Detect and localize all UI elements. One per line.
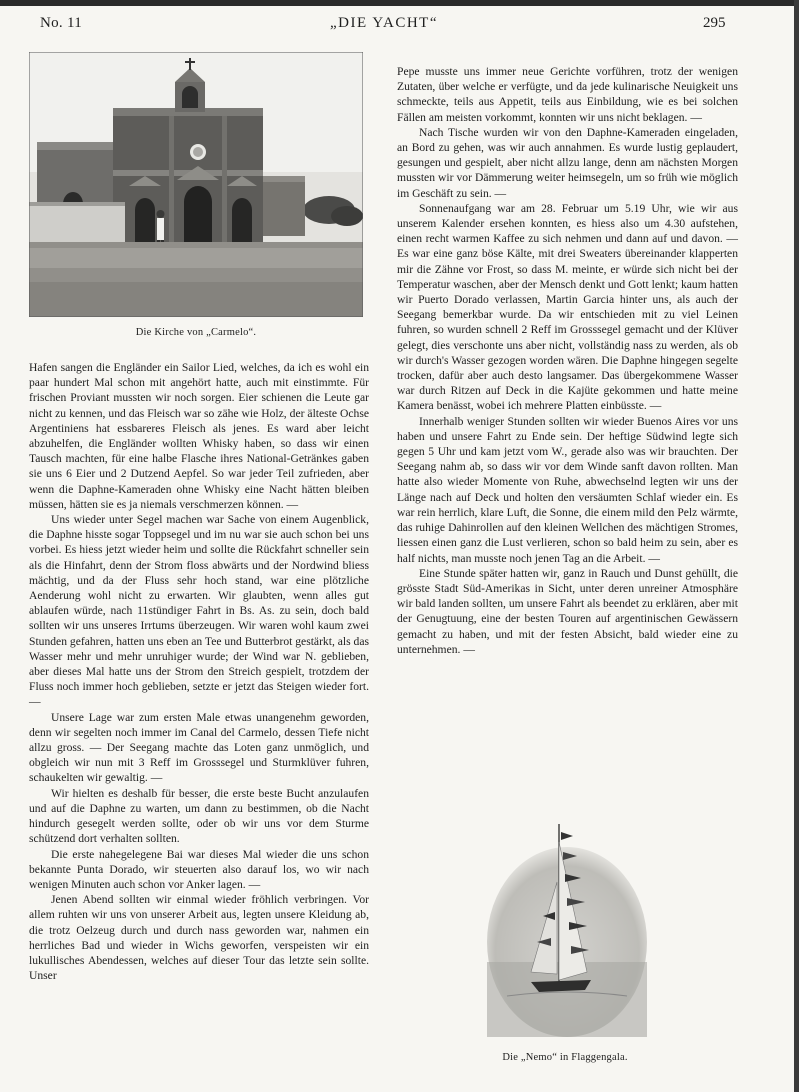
yacht-photo-caption: Die „Nemo“ in Flaggengala. [502,1052,628,1063]
page-header [0,15,799,39]
yacht-photo [487,822,647,1037]
paragraph: Hafen sangen die Engländer ein Sailor Lied, welches, da ich es wohl ein paar hundert Mal schon mit angehört hatte, auch mit einstimmte. Für frischen Proviant mussten wir noch sorgen. Eier schienen die Leute gar nicht zu kennen, und das Fleisch war so zähe wie Holz, der älteste Ochse Argentiniens hat essbareres Fleisch als jenes. Es ward aber leicht abzuhelfen, die Engländer wollten Whisky haben, so dass wir einen Tausch machten, für eine halbe Flasche ihres National-Getränkes gaben sie uns 6 Eier und 2 Dutzend Aepfel. So war jeder Teil zufrieden, aber wenn die Daphne-Kameraden ohne Whisky eine Nacht hätten bleiben müssen, hätten sie es ja niemals verschmerzen können. — [29,361,369,511]
paragraph: Pepe musste uns immer neue Gerichte vorführen, trotz der wenigen Zutaten, über welche er verfügte, und da jede kulinarische Neuigkeit uns schmeckte, teils aus Appetit, teils aus Einbildung, wie es bei solchen Fällen am meisten vorkommt, konnten wir uns nicht beklagen. — [397,65,738,124]
paragraph: Eine Stunde später hatten wir, ganz in Rauch und Dunst gehüllt, die grösste Stadt Süd-Amerikas in Sicht, unter deren unreiner Atmosphäre wir bald landen sollten, um unsere Fahrt als beendet zu erklären, aber mit der Genugtuung, eine der besten Touren auf argentinischen Gewässern gemacht zu haben, und mit der festen Absicht, bald wieder eine zu unternehmen. — [397,566,738,656]
scan-top-edge [0,0,799,6]
page-number: 295 [703,15,726,31]
paragraph: Nach Tische wurden wir von den Daphne-Kameraden eingeladen, an Bord zu gehen, was wir auch annahmen. Es wurde lustig geplaudert, gesungen und gespielt, aber nicht allzu lange, denn am nächsten Morgen mussten wir vor Dämmerung weiter heimsegeln, um so früh wie möglich im Geschäft zu sein. — [397,125,738,200]
paragraph: Wir hielten es deshalb für besser, die erste beste Bucht anzulaufen und auf die Daphne zu warten, um dann zu bestimmen, ob die Nacht hindurch gesegelt werden sollte, oder ob wir uns vor dem Sturme schützend dort verhalten sollten. [29,786,369,846]
scan-right-edge [794,0,799,1092]
paragraph: Jenen Abend sollten wir einmal wieder fröhlich verbringen. Vor allem ruhten wir uns von unserer Arbeit aus, legten unsere Kleidung ab, die trotz Oelzeug durch und durch nass geworden war, nahmen ein herrliches Bad und wieder in Wichs geworfen, verspeisten wir ein lukullisches Abendessen, welches auf dieser Tour das letzte sein sollte. Unser [29,893,369,983]
journal-title: „DIE YACHT“ [330,15,439,31]
left-text-column [29,360,369,983]
paragraph: Unsere Lage war zum ersten Male etwas unangenehm geworden, denn wir segelten noch immer im Canal del Carmelo, dessen Tiefe nicht allzu gross. — Der Seegang machte das Loten ganz unmöglich, und obgleich wir nun mit 3 Reff im Grosssegel und Sturmklüver fuhren, schaukelten wir gewaltig. — [29,710,369,785]
right-text-column [397,64,738,657]
church-photo [29,52,363,317]
church-photo-caption: Die Kirche von „Carmelo“. [135,327,257,338]
issue-number: No. 11 [40,15,83,31]
paragraph: Uns wieder unter Segel machen war Sache von einem Augenblick, die Daphne hisste sogar Toppsegel und im nu war sie auch schon bei uns vorbei. Es hiess jetzt wieder heim und sollte die Rückfahrt schneller sein als die Hinfahrt, denn der Strom floss abwärts und der Nordwind bliess mächtig, und da der Fluss sehr hoch stand, war eine plötzliche Aenderung wohl nicht zu erwarten. Wir glaubten, wenn alles gut ablaufen würde, nach 11stündiger Fahrt in Bs. As. zu sein, doch bald sollten wir uns unseres Irrtums überzeugen. Wir waren wohl kaum zwei Stunden gefahren, hatten uns eben an Tee und Butterbrot gestärkt, als das Wasser mehr und mehr unruhiger wurde; der Wind war N. geblieben, aber dieses Mal hatte uns der Strom den Streich gespielt, trotzdem der Fluss noch immer hoch geblieben, setzte er jetzt das Steigen wieder fort. — [29,513,369,709]
paragraph: Die erste nahegelegene Bai war dieses Mal wieder die uns schon bekannte Punta Dorado, wir steuerten also darauf los, wo wir nach wenigen Minuten auch schon vor Anker lagen. — [29,847,369,891]
paragraph: Sonnenaufgang war am 28. Februar um 5.19 Uhr, wie wir aus unserem Kalender ersehen konnten, es hiess also um 4.30 aufstehen, einen recht warmen Kaffee zu sich nehmen und dann auf und davon. — Es war eine ganz böse Kälte, mit drei Sweaters übereinander klapperten mir die Zähne vor Frost, so dass M. meinte, er würde sich nicht bei der Temperatur waschen, aber der Mensch denkt und Gott lenkt; kaum hatten wir Puerto Dorado verlassen, Martin Garcia hinter uns, als auch der Seegang bemerkbar wurde. Da wir entschieden mit zu viel Leinen fuhren, so wurden schnell 2 Reff im Grosssegel gemacht und der Klüver gelegt, dies verschonte uns aber nicht, vollständig nass zu werden, als ob wir durch's Wasser gezogen worden wären. Die Daphne hingegen segelte trocken, dafür aber auch desto langsamer. Das übergekommene Wasser war durch Ritzen auf Deck in die Kajüte gekommen und hatte meine Kamera benässt, wobei ich mehrere Platten einbüsste. — [397,201,738,413]
paragraph: Innerhalb weniger Stunden sollten wir wieder Buenos Aires vor uns haben und unsere Fahrt zu Ende sein. Der heftige Südwind legte sich gegen 5 Uhr und kam jetzt vom W., gerade also was wir brauchten. Der Seegang nahm ab, so dass wir vor dem Winde sanft davon rollten. Man hatte also wieder Momente von Ruhe, abwechselnd legten wir uns der Länge nach auf Deck und holten den versäumten Schlaf wieder ein. Es war rein herrlich, klare Luft, die Sonne, die einem mild den Pelz wärmte, das ruhige Dahinrollen auf den kleinen Wellchen des mächtigen Stromes, liessen einen ganz die Lust verlieren, schon so bald heim zu sein, aber es half nichts, man musste noch jenen Tag an die Arbeit. — [397,414,738,565]
